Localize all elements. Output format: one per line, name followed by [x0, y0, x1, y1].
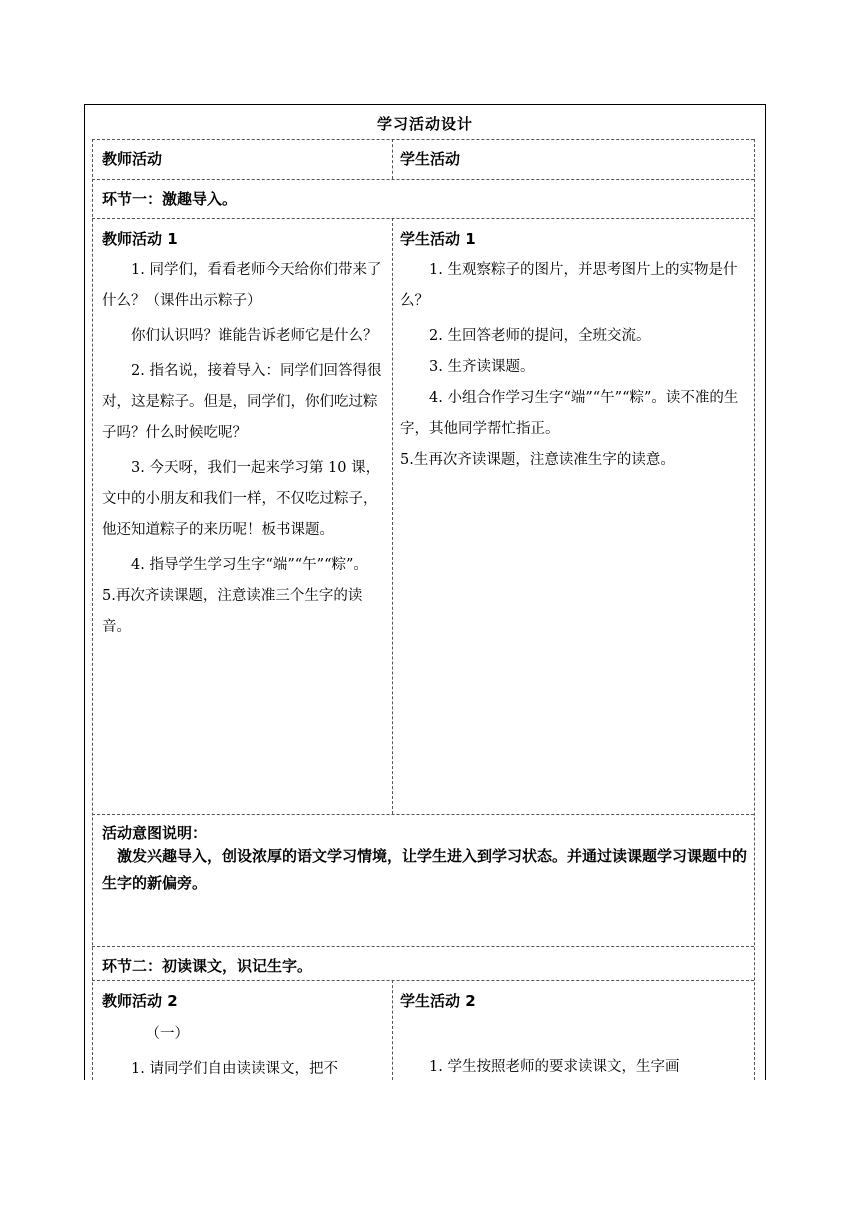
grid-line	[92, 814, 754, 815]
teacher-activity-1-heading: 教师活动 1	[102, 230, 178, 248]
teacher-header: 教师活动	[102, 150, 163, 168]
student-activity-1-heading: 学生活动 1	[400, 230, 476, 248]
student-header: 学生活动	[400, 150, 461, 168]
teacher-line: 2. 指名说，接着导入：同学们回答得很对，这是粽子。但是，同学们，你们吃过粽子吗？什么时候吃呢？	[102, 363, 382, 441]
grid-line	[92, 139, 754, 140]
grid-line	[392, 139, 393, 179]
grid-line	[392, 218, 393, 814]
teacher-line: 3. 今天呀，我们一起来学习第 10 课，文中的小朋友和我们一样，不仅吃过粽子，他还知道粽子的来历呢！板书课题。	[102, 460, 381, 538]
teacher-line: 4. 指导学生学习生字“端”“午”“粽”。	[131, 557, 368, 573]
student-activity-2-heading: 学生活动 2	[400, 992, 476, 1010]
student-line: 5.生再次齐读课题，注意读准生字的读意。	[400, 452, 675, 468]
section2-title: 环节二：初读课文，识记生字。	[102, 957, 313, 975]
student-line: 1. 学生按照老师的要求读课文，生字画	[429, 1059, 680, 1075]
teacher-line: 你们认识吗？谁能告诉老师它是什么？	[131, 328, 378, 344]
teacher-line: （一）	[145, 1026, 189, 1042]
student-line: 2. 生回答老师的提问，全班交流。	[429, 328, 651, 344]
teacher-line: 1. 请同学们自由读读课文，把不	[131, 1061, 338, 1077]
grid-line	[92, 139, 93, 1080]
grid-line	[92, 946, 754, 947]
table-title: 学习活动设计	[376, 115, 473, 133]
teacher-activity-1	[102, 224, 386, 643]
grid-line	[392, 980, 393, 1080]
intent-text: 激发兴趣导入，创设浓厚的语文学习情境，让学生进入到学习状态。并通过读课题学习课题中的生字的新偏旁。	[102, 847, 748, 892]
student-activity-2	[400, 986, 748, 1078]
student-line: 1. 生观察粽子的图片，并思考图片上的实物是什么？	[400, 262, 738, 309]
teacher-activity-2	[102, 986, 386, 1078]
grid-line	[92, 980, 754, 981]
grid-line	[754, 139, 755, 1080]
teacher-activity-2-heading: 教师活动 2	[102, 992, 178, 1010]
teacher-line: 1. 同学们，看看老师今天给你们带来了什么？（课件出示粽子）	[102, 262, 382, 309]
teacher-line: 5.再次齐读课题，注意读准三个生字的读音。	[102, 588, 363, 635]
student-activity-1	[400, 224, 748, 476]
student-line: 3. 生齐读课题。	[429, 359, 535, 375]
intent-label: 活动意图说明：	[102, 824, 208, 842]
grid-line	[92, 218, 754, 219]
section1-title: 环节一：激趣导入。	[102, 190, 238, 208]
grid-line	[92, 179, 754, 180]
activity-intent	[102, 822, 748, 897]
student-line: 4. 小组合作学习生字“端”“午”“粽”。读不准的生字，其他同学帮忙指正。	[400, 390, 739, 437]
